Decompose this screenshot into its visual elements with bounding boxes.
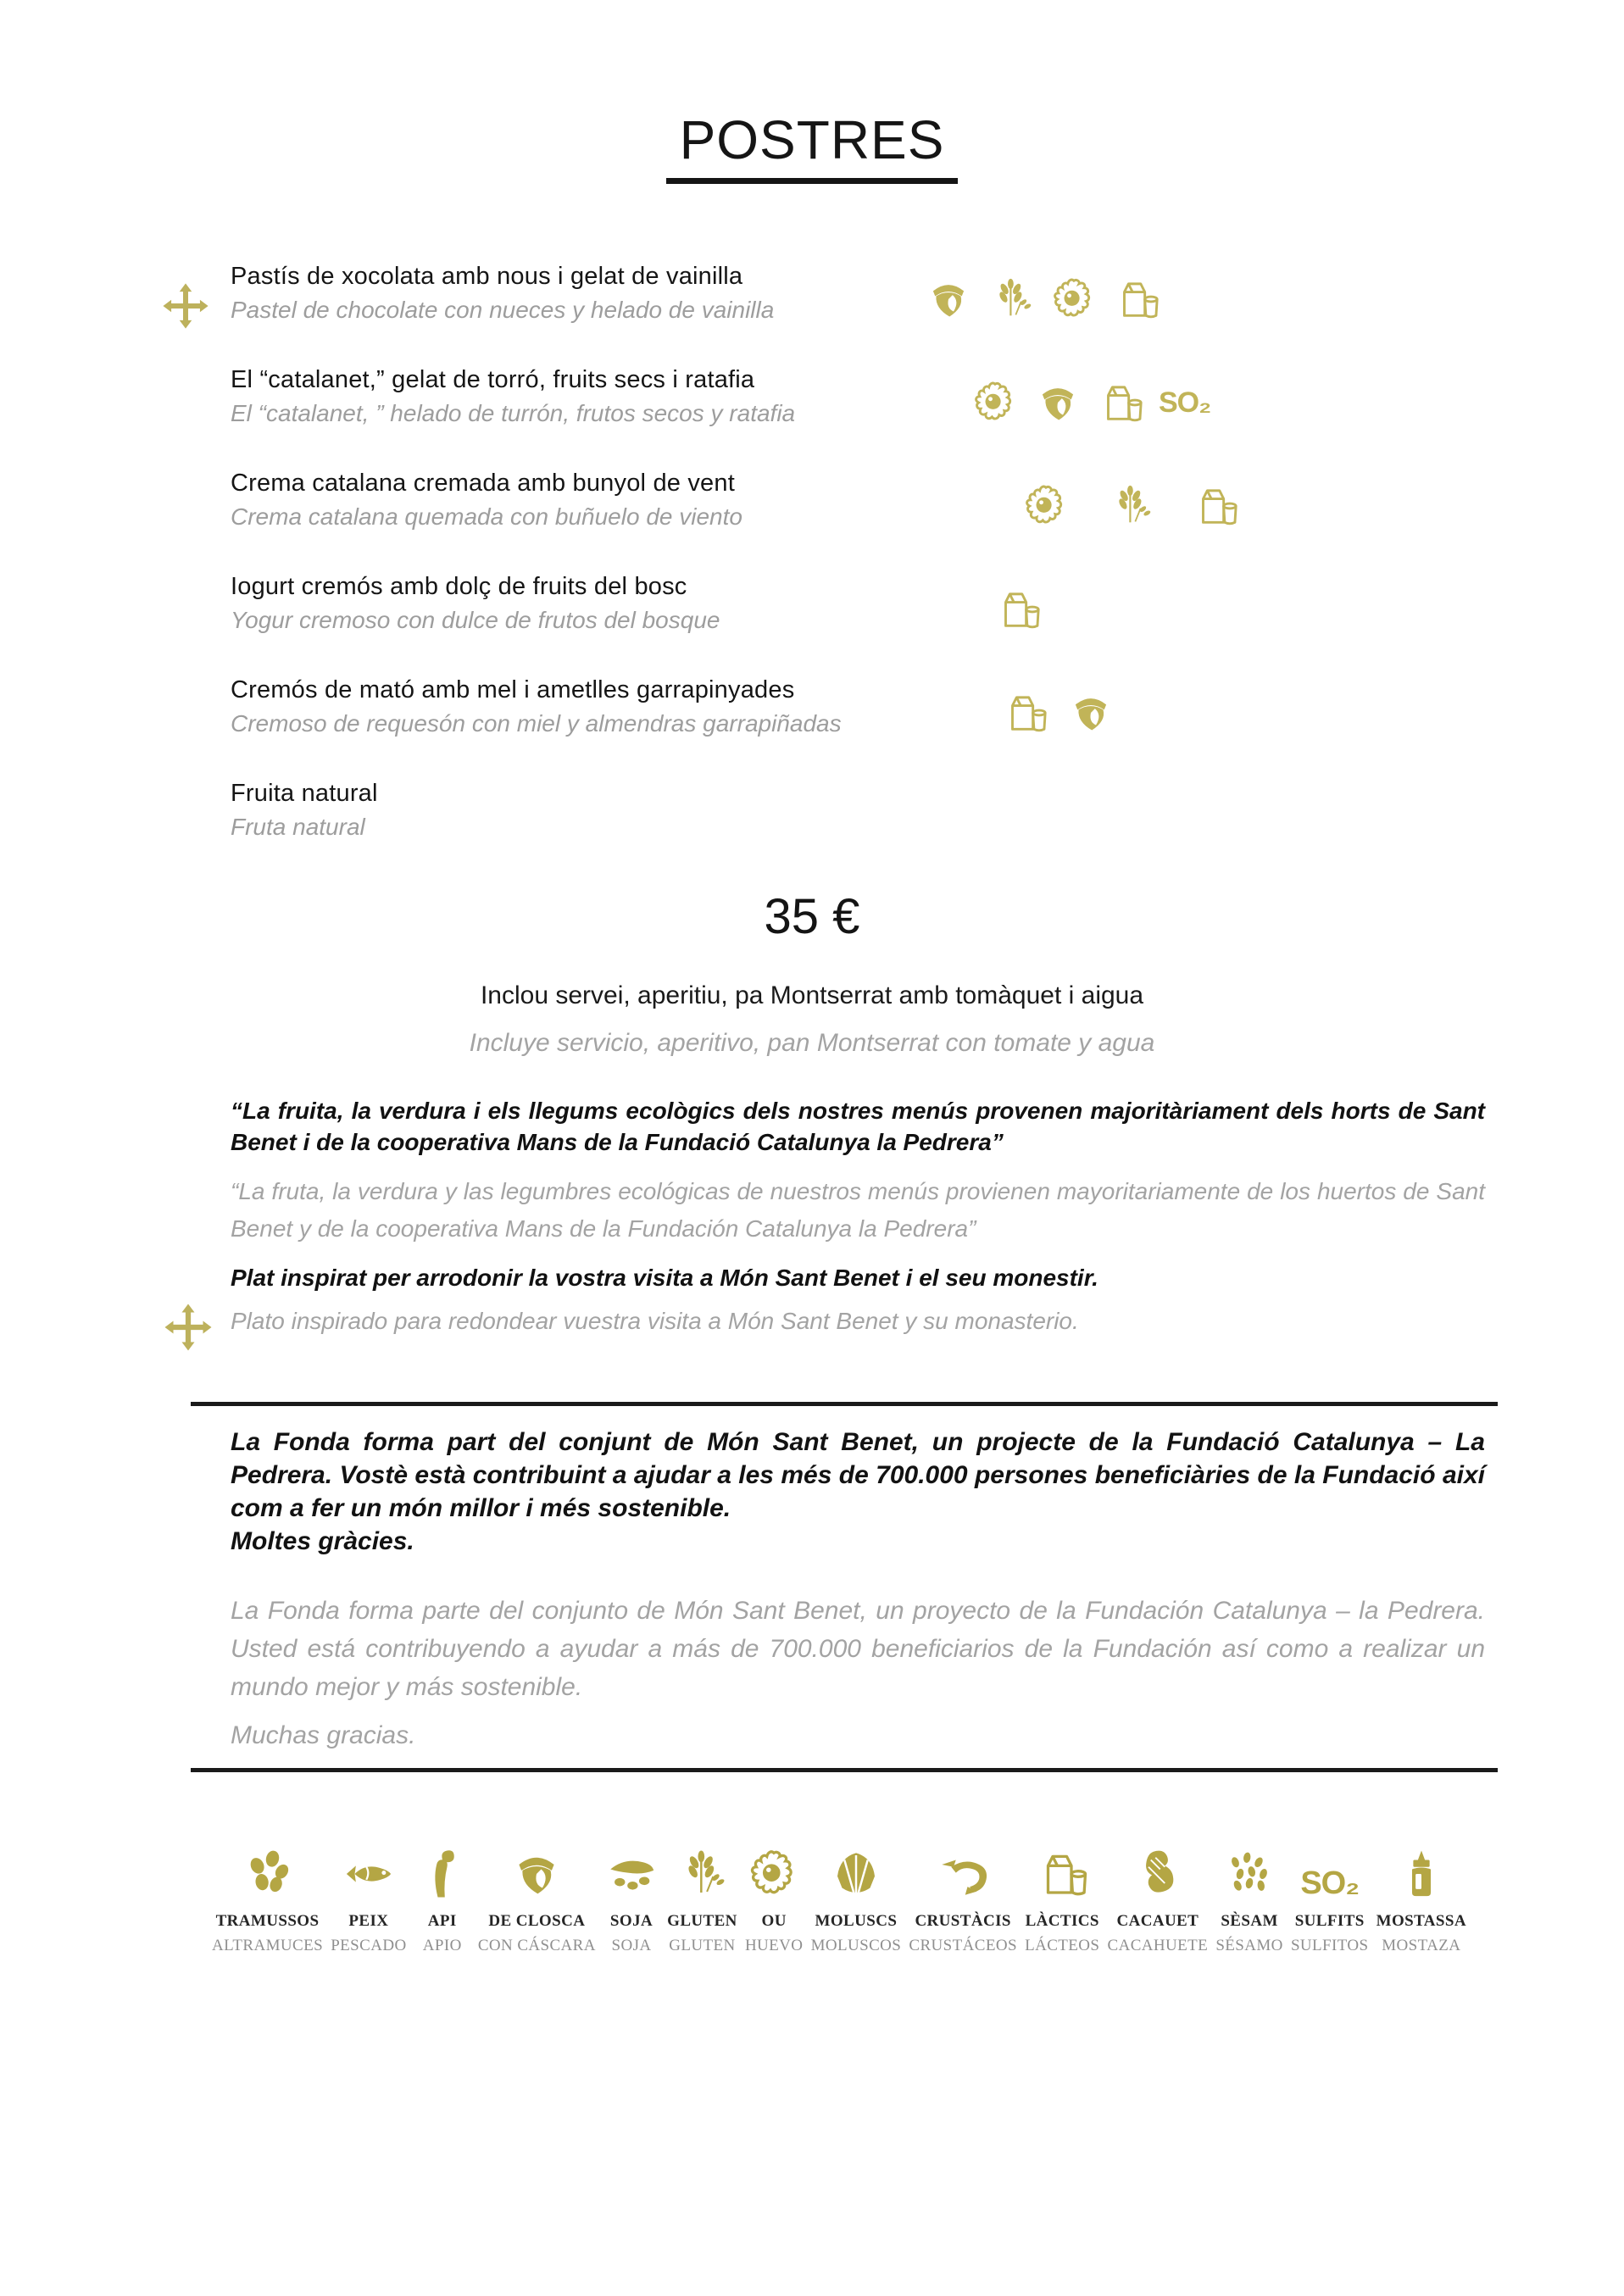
- dish-allergen-icons: [993, 585, 1043, 634]
- allergen-lactics: [1025, 1824, 1099, 1955]
- allergen-label-ca: GLUTEN: [667, 1912, 737, 1930]
- foundation-note-ca: [231, 1426, 1485, 1558]
- allergen-gluten: [667, 1824, 737, 1955]
- allergen-icon-box: [1221, 1824, 1277, 1902]
- allergen-icon-box: [1300, 1824, 1359, 1902]
- dish-name-ca: Crema catalana cremada amb bunyol de vent: [231, 470, 735, 497]
- dish-name-es: Crema catalana quemada con buñuelo de viento: [231, 503, 742, 530]
- ou-icon: [1049, 275, 1098, 324]
- page-title: POSTRES: [666, 108, 959, 184]
- menu-item: [231, 673, 1417, 776]
- allergen-label-es: HUEVO: [744, 1937, 804, 1954]
- allergen-label-ca: DE CLOSCA: [488, 1912, 586, 1930]
- lactics-icon: [1000, 688, 1049, 737]
- allergen-icon-box: [509, 1824, 565, 1902]
- ou-icon: [1021, 481, 1071, 531]
- dish-name-ca: El “catalanet,” gelat de torró, fruits secs i ratafia: [231, 366, 755, 393]
- menu-item: [231, 466, 1417, 570]
- tramussos-icon: [240, 1846, 296, 1902]
- gluten-icon: [674, 1846, 730, 1902]
- allergen-icon-box: [935, 1824, 991, 1902]
- dish-name-es: Yogur cremoso con dulce de frutos del bosque: [231, 607, 720, 633]
- allergen-icon-box: [746, 1824, 802, 1902]
- divider-top: [191, 1402, 1498, 1406]
- allergen-label-es: APIO: [422, 1937, 462, 1954]
- allergen-label-ca: PEIX: [348, 1912, 389, 1930]
- sesam-icon: [1221, 1846, 1277, 1902]
- menu-item: [231, 259, 1417, 363]
- allergen-label-ca: API: [427, 1912, 457, 1930]
- allergen-label-es: SOJA: [611, 1937, 652, 1954]
- allergen-moluscs: [811, 1824, 902, 1955]
- foundation-thanks-ca: Moltes gràcies.: [231, 1527, 414, 1555]
- allergen-icon-box: [1130, 1824, 1186, 1902]
- allergen-de-closca: [478, 1824, 596, 1955]
- allergen-label-es: LÁCTEOS: [1025, 1937, 1100, 1954]
- allergen-legend: [212, 1824, 1466, 1955]
- allergen-crustacis: [909, 1824, 1017, 1955]
- mostassa-icon: [1393, 1846, 1449, 1902]
- allergen-label-es: MOSTAZA: [1382, 1937, 1461, 1954]
- allergen-label-ca: MOLUSCS: [815, 1912, 898, 1930]
- gluten-icon: [987, 275, 1036, 324]
- dish-name-ca: Iogurt cremós amb dolç de fruits del bosc: [231, 573, 687, 600]
- allergen-ou: [745, 1824, 804, 1955]
- allergen-mostassa: [1377, 1824, 1466, 1955]
- menu-items-section: [231, 259, 1417, 880]
- lactics-icon: [1191, 481, 1240, 531]
- allergen-icon-box: [1034, 1824, 1090, 1902]
- allergen-sesam: [1215, 1824, 1282, 1955]
- dish-name-ca: Cremós de mató amb mel i ametlles garrapinyades: [231, 676, 795, 703]
- lactics-icon: [1112, 275, 1161, 324]
- allergen-icon-box: [341, 1824, 397, 1902]
- menu-price: 35 €: [764, 889, 860, 944]
- ou-icon: [746, 1846, 802, 1902]
- allergen-label-ca: OU: [761, 1912, 787, 1930]
- cacauet-icon: [1130, 1846, 1186, 1902]
- includes-line-ca: Inclou servei, aperitiu, pa Montserrat amb tomàquet i aigua: [480, 981, 1144, 1009]
- allergen-label-es: SULFITOS: [1290, 1937, 1369, 1954]
- inspired-note-ca: Plat inspirat per arrodonir la vostra visita a Món Sant Benet i el seu monestir.: [231, 1265, 1098, 1291]
- inspired-note-es: Plato inspirado para redondear vuestra visita a Món Sant Benet y su monasterio.: [231, 1308, 1079, 1334]
- allergen-soja: [603, 1824, 659, 1955]
- sulfits-icon: [1159, 386, 1210, 420]
- allergen-label-ca: SOJA: [609, 1912, 653, 1930]
- so2-icon: SO₂: [1300, 1865, 1360, 1901]
- ou-icon: [971, 378, 1020, 427]
- menu-item: [231, 776, 1417, 880]
- allergen-icon-box: [674, 1824, 730, 1902]
- de-closca-icon: [1033, 378, 1082, 427]
- allergen-label-ca: MOSTASSA: [1376, 1912, 1466, 1930]
- allergen-cacauet: [1108, 1824, 1209, 1955]
- allergen-label-es: ALTRAMUCES: [212, 1937, 324, 1954]
- allergen-icon-box: [1393, 1824, 1449, 1902]
- includes-line-es: Incluye servicio, aperitivo, pan Montserrat con tomate y agua: [469, 1029, 1155, 1057]
- foundation-thanks-es: Muchas gracias.: [231, 1721, 416, 1749]
- allergen-label-ca: SULFITS: [1294, 1912, 1365, 1930]
- foundation-paragraph-es: La Fonda forma parte del conjunto de Món Sant Benet, un proyecto de la Fundación Catalunya – la Pedrera. Usted está contribuyendo a ayudar a más de 700.000 beneficiarios de la Fundación así como a realizar un mundo mejor y más sostenible.: [231, 1597, 1485, 1701]
- allergen-label-es: CON CÁSCARA: [477, 1937, 596, 1954]
- dish-name-ca: Fruita natural: [231, 780, 378, 807]
- title-wrap: [0, 108, 1624, 184]
- organic-quote-es: “La fruta, la verdura y las legumbres ecológicas de nuestros menús provienen mayoritariamente de los huertos de Sant Benet y de la cooperativa Mans de la Fundación Catalunya la Pedrera”: [231, 1178, 1485, 1242]
- move-cross-icon: [163, 1302, 214, 1353]
- foundation-note-es: [231, 1592, 1485, 1754]
- allergen-label-es: PESCADO: [331, 1937, 407, 1954]
- lactics-icon: [993, 585, 1043, 634]
- foundation-paragraph-ca: La Fonda forma part del conjunt de Món Sant Benet, un projecte de la Fundació Catalunya – La Pedrera. Vostè està contribuint a ajudar a les més de 700.000 persones beneficiàries de la Fundació així com a fer un món millor i més sostenible.: [231, 1428, 1485, 1522]
- soja-icon: [603, 1846, 659, 1902]
- dish-name-es: Cremoso de requesón con miel y almendras garrapiñadas: [231, 710, 842, 737]
- menu-item: [231, 363, 1417, 466]
- allergen-label-es: CRUSTÁCEOS: [909, 1937, 1017, 1954]
- allergen-sulfits: [1291, 1824, 1369, 1955]
- allergen-label-es: MOLUSCOS: [810, 1937, 902, 1954]
- lactics-icon: [1096, 378, 1145, 427]
- dish-name-es: Pastel de chocolate con nueces y helado de vainilla: [231, 297, 775, 323]
- dish-allergen-icons: [1000, 688, 1115, 737]
- allergen-peix: [331, 1824, 406, 1955]
- allergen-label-ca: SÈSAM: [1221, 1912, 1278, 1930]
- allergen-icon-box: [828, 1824, 884, 1902]
- allergen-label-ca: CACAUET: [1116, 1912, 1199, 1930]
- peix-icon: [341, 1846, 397, 1902]
- allergen-label-ca: CRUSTÀCIS: [915, 1912, 1011, 1930]
- allergen-tramussos: [212, 1824, 323, 1955]
- sulfits-icon: [1300, 1865, 1359, 1902]
- de-closca-icon: [509, 1846, 565, 1902]
- organic-quote-ca: “La fruita, la verdura i els llegums ecològics dels nostres menús provenen majoritàriament dels horts de Sant Benet i de la cooperativa Mans de la Fundació Catalunya la Pedrera”: [231, 1098, 1485, 1155]
- allergen-label-ca: LÀCTICS: [1025, 1912, 1099, 1930]
- allergen-label-es: SÉSAMO: [1215, 1937, 1283, 1954]
- allergen-icon-box: [414, 1824, 470, 1902]
- move-cross-icon: [161, 281, 210, 331]
- allergen-icon-box: [240, 1824, 296, 1902]
- dish-allergen-icons: [924, 275, 1161, 324]
- dish-name-es: El “catalanet, ” helado de turrón, frutos secos y ratafia: [231, 400, 796, 426]
- allergen-label-es: GLUTEN: [669, 1937, 736, 1954]
- allergen-api: [414, 1824, 470, 1955]
- so2-icon: SO₂: [1159, 386, 1211, 419]
- gluten-icon: [1106, 481, 1155, 531]
- lactics-icon: [1034, 1846, 1090, 1902]
- de-closca-icon: [924, 275, 973, 324]
- divider-bottom: [191, 1768, 1498, 1772]
- dish-allergen-icons: [971, 378, 1210, 427]
- crustacis-icon: [935, 1846, 991, 1902]
- api-icon: [414, 1846, 470, 1902]
- allergen-icon-box: [603, 1824, 659, 1902]
- allergen-label-es: CACAHUETE: [1107, 1937, 1209, 1954]
- allergen-label-ca: TRAMUSSOS: [215, 1912, 320, 1930]
- dish-allergen-icons: [1021, 481, 1240, 531]
- de-closca-icon: [1066, 688, 1115, 737]
- menu-item: [231, 570, 1417, 673]
- dish-name-es: Fruta natural: [231, 814, 365, 840]
- dish-name-ca: Pastís de xocolata amb nous i gelat de vainilla: [231, 263, 743, 290]
- moluscs-icon: [828, 1846, 884, 1902]
